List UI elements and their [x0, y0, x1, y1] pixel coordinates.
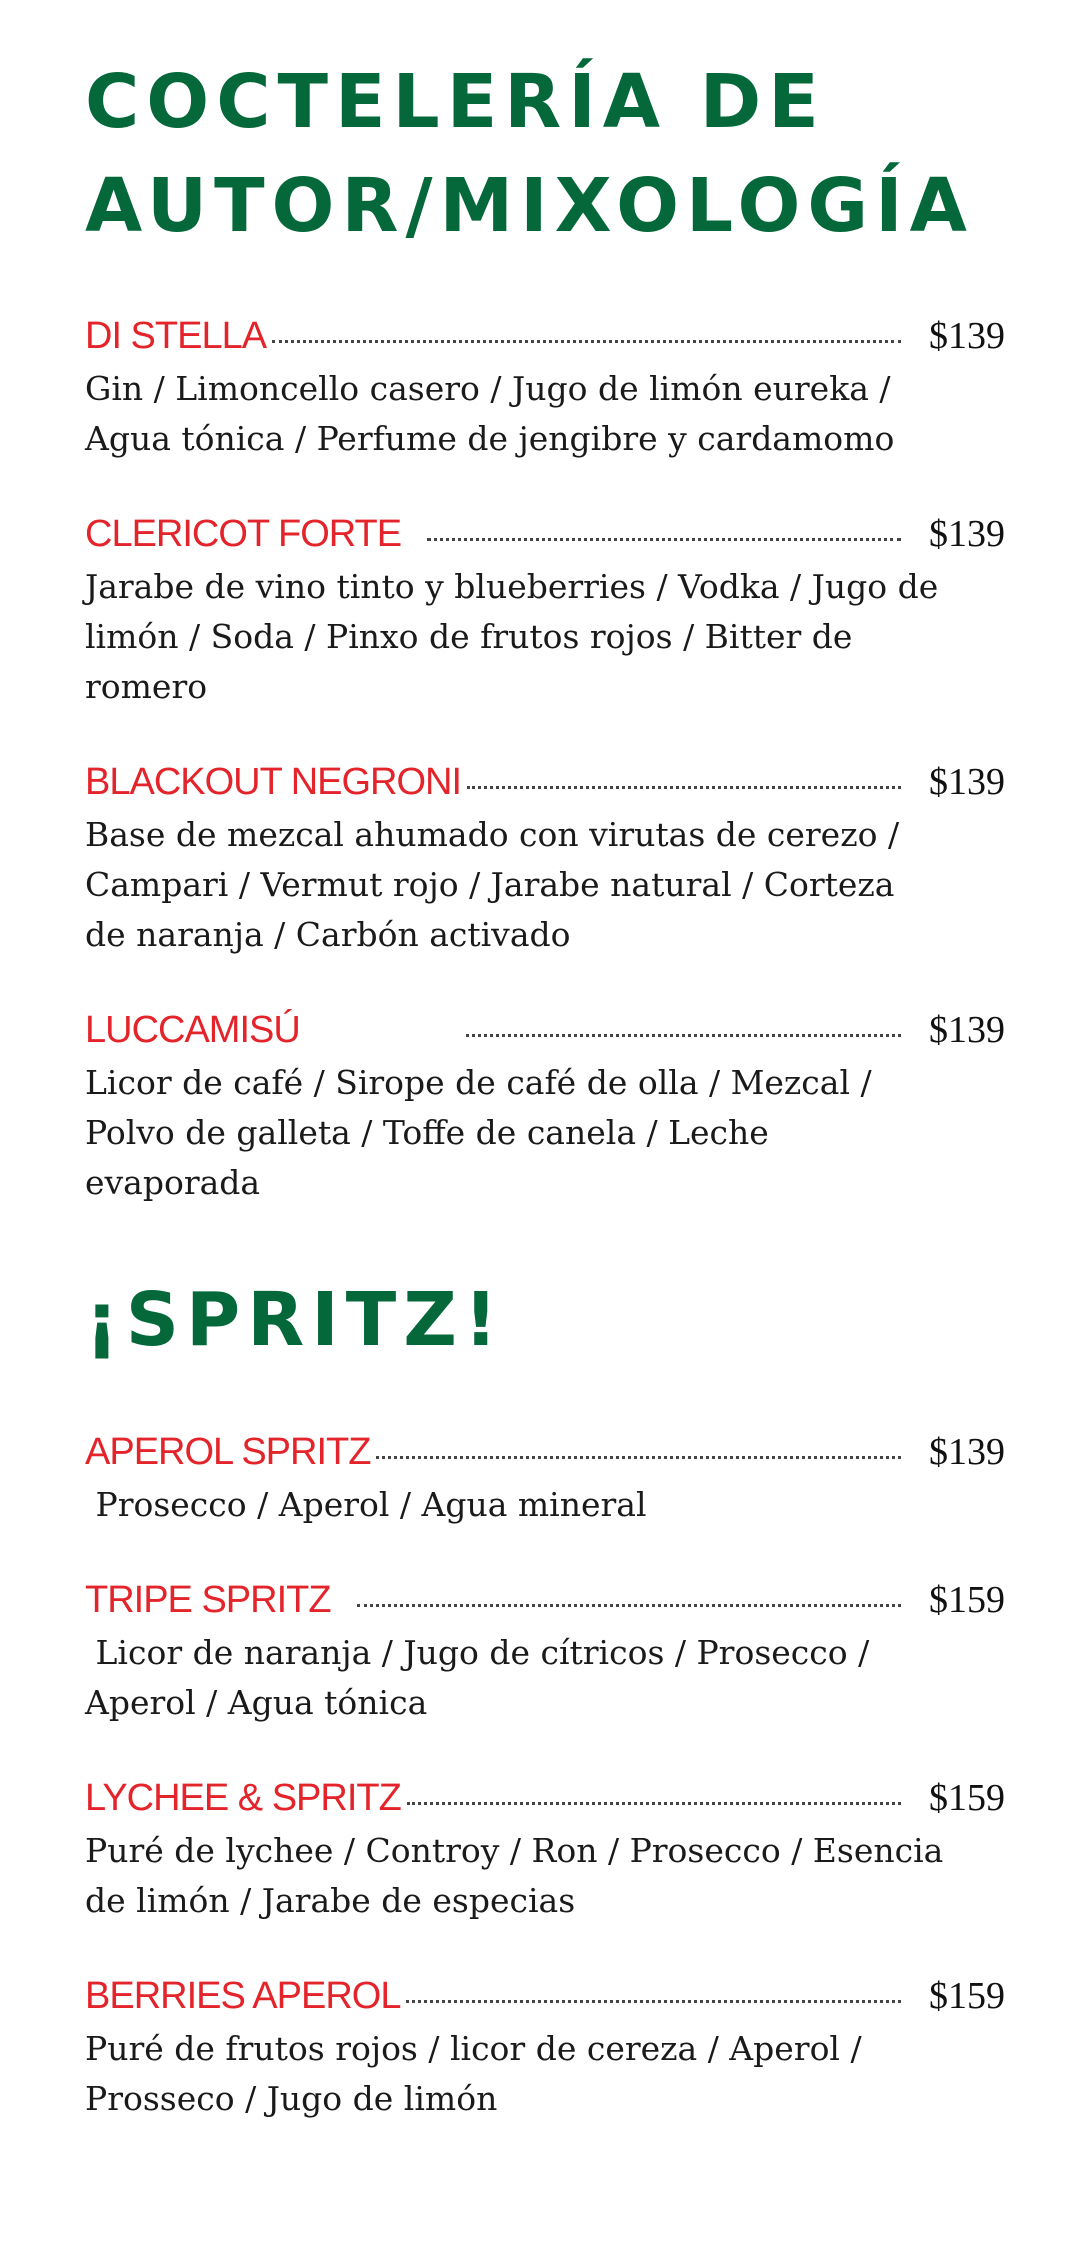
- menu-item-header: [85, 1776, 1005, 1826]
- section-title-cocteleria: [85, 50, 1005, 258]
- menu-item-description: Base de mezcal ahumado con virutas de cerezo / Campari / Vermut rojo / Jarabe natural / Corteza de naranja / Carbón activado: [85, 815, 910, 954]
- dot-leader: [272, 340, 901, 343]
- menu-item: [85, 1430, 1005, 1530]
- menu-item-header: [85, 1430, 1005, 1480]
- menu-item-name: LYCHEE & SPRITZ: [85, 1777, 401, 1819]
- menu-item: [85, 1008, 1005, 1208]
- menu-item-price: $159: [929, 1579, 1005, 1621]
- menu-item-description: Puré de lychee / Controy / Ron / Prosecco / Esencia de limón / Jarabe de especias: [85, 1831, 954, 1920]
- menu-item-header: [85, 314, 1005, 364]
- menu-item-description: Puré de frutos rojos / licor de cereza / Aperol / Prosseco / Jugo de limón: [85, 2029, 873, 2118]
- menu-item-header: [85, 760, 1005, 810]
- menu-item-header: [85, 1008, 1005, 1058]
- menu-item: [85, 314, 1005, 464]
- dot-leader: [357, 1604, 901, 1607]
- section-title-line: COCTELERÍA DE: [85, 59, 826, 145]
- menu-item-name: DI STELLA: [85, 315, 267, 357]
- section-title-line: ¡SPRITZ!: [85, 1277, 505, 1363]
- menu-item-header: [85, 1974, 1005, 2024]
- menu-item-name: BERRIES APEROL: [85, 1975, 401, 2017]
- menu-item-description: Gin / Limoncello casero / Jugo de limón eureka / Agua tónica / Perfume de jengibre y cardamomo: [85, 369, 901, 458]
- menu-item-name: BLACKOUT NEGRONI: [85, 761, 462, 803]
- menu-item-price: $159: [929, 1777, 1005, 1819]
- section-title-spritz: [85, 1268, 1005, 1372]
- dot-leader: [407, 1802, 901, 1805]
- section-title-line: AUTOR/MIXOLOGÍA: [85, 163, 974, 249]
- dot-leader: [427, 538, 901, 541]
- menu-item-header: [85, 512, 1005, 562]
- menu-item: [85, 512, 1005, 712]
- menu-item: [85, 1578, 1005, 1728]
- menu-item-name: CLERICOT FORTE: [85, 513, 402, 555]
- menu-item-header: [85, 1578, 1005, 1628]
- dot-leader: [466, 1034, 901, 1037]
- menu-item-name: LUCCAMISÚ: [85, 1009, 300, 1051]
- menu-item-price: $139: [929, 1431, 1005, 1473]
- menu-item-description: Jarabe de vino tinto y blueberries / Vodka / Jugo de limón / Soda / Pinxo de frutos rojos / Bitter de romero: [85, 567, 949, 706]
- menu-item-price: $139: [929, 1009, 1005, 1051]
- dot-leader: [406, 2000, 901, 2003]
- menu-item-price: $139: [929, 761, 1005, 803]
- menu-item: [85, 1776, 1005, 1926]
- menu-item-price: $159: [929, 1975, 1005, 2017]
- menu-page: [85, 50, 1005, 2172]
- menu-item-price: $139: [929, 513, 1005, 555]
- menu-item-price: $139: [929, 315, 1005, 357]
- menu-item-description: Prosecco / Aperol / Agua mineral: [85, 1485, 647, 1524]
- menu-item-name: APEROL SPRITZ: [85, 1431, 371, 1473]
- menu-item-name: TRIPE SPRITZ: [85, 1579, 331, 1621]
- menu-item-description: Licor de café / Sirope de café de olla / Mezcal / Polvo de galleta / Toffe de canela / Leche evaporada: [85, 1063, 883, 1202]
- menu-item-description: Licor de naranja / Jugo de cítricos / Prosecco / Aperol / Agua tónica: [85, 1633, 880, 1722]
- dot-leader: [376, 1456, 901, 1459]
- menu-item: [85, 760, 1005, 960]
- dot-leader: [467, 786, 901, 789]
- menu-item: [85, 1974, 1005, 2124]
